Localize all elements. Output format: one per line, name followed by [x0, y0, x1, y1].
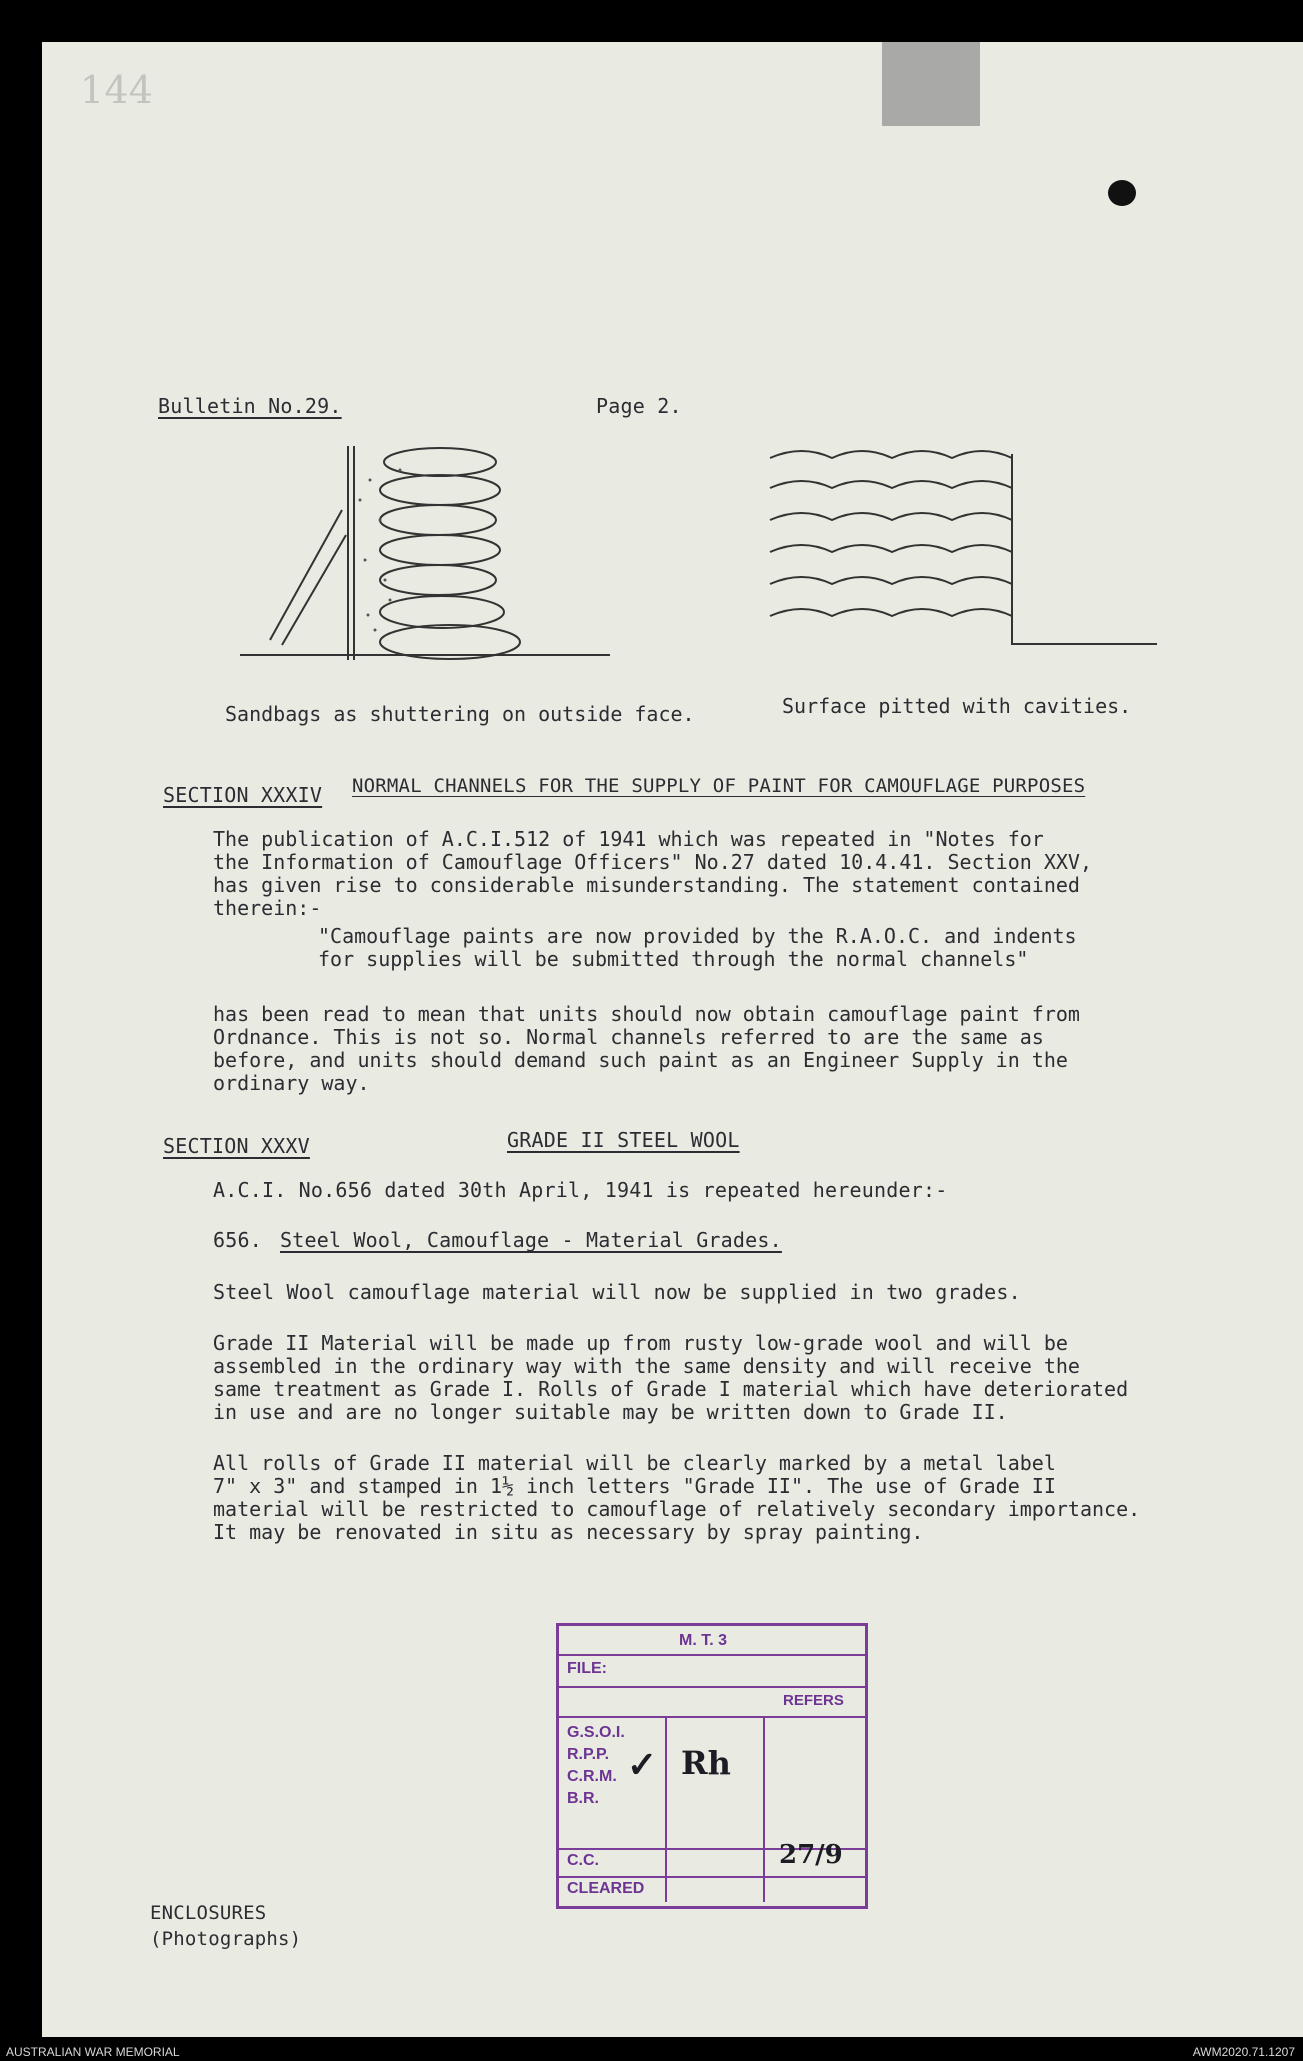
left-figure-caption: Sandbags as shuttering on outside face. [225, 702, 695, 726]
sandbag-sketch [230, 440, 650, 670]
enclosures-detail: (Photographs) [150, 1928, 302, 1950]
file-stamp [556, 1623, 868, 1909]
stamp-refers-label: REFERS [783, 1692, 844, 1709]
tape-patch [882, 42, 980, 126]
text-line: in use and are no longer suitable may be written down to Grade II. [213, 1400, 1008, 1424]
section-35-paragraph-2 [213, 1452, 1140, 1544]
stamp-title: M. T. 3 [679, 1632, 728, 1649]
page-number: Page 2. [596, 394, 682, 418]
text-line: before, and units should demand such paint as an Engineer Supply in the [213, 1048, 1068, 1072]
punch-hole [1108, 180, 1136, 206]
footer-institution: AUSTRALIAN WAR MEMORIAL [6, 2045, 180, 2059]
text-line: assembled in the ordinary way with the same density and will receive the [213, 1354, 1080, 1378]
pitted-surface-sketch [762, 444, 1162, 664]
text-line: The publication of A.C.I.512 of 1941 which was repeated in "Notes for [213, 827, 1044, 851]
section-35-label: SECTION XXXV [163, 1134, 310, 1158]
text-line: "Camouflage paints are now provided by the R.A.O.C. and indents [318, 924, 1077, 948]
text-line: ordinary way. [213, 1071, 370, 1095]
stamp-cleared-label: CLEARED [567, 1880, 645, 1897]
section-35-line-1: Steel Wool camouflage material will now be supplied in two grades. [213, 1280, 1021, 1304]
corner-handwritten-mark: 144 [80, 68, 154, 112]
text-line: 7" x 3" and stamped in 1½ inch letters "Grade II". The use of Grade II [213, 1474, 1056, 1498]
text-line: the Information of Camouflage Officers" No.27 dated 10.4.41. Section XXV, [213, 850, 1092, 874]
section-35-title: GRADE II STEEL WOOL [507, 1128, 740, 1152]
section-34-paragraph-1 [213, 828, 1092, 920]
text-line: It may be renovated in situ as necessary by spray painting. [213, 1520, 924, 1544]
text-line: has given rise to considerable misunderstanding. The statement contained [213, 873, 1080, 897]
stamp-file-label: FILE: [567, 1660, 607, 1677]
text-line: for supplies will be submitted through the normal channels" [318, 947, 1029, 971]
item-number: 656. [213, 1228, 262, 1252]
text-line: material will be restricted to camouflage of relatively secondary importance. [213, 1497, 1141, 1521]
enclosures-label: ENCLOSURES [150, 1902, 267, 1924]
right-figure-caption: Surface pitted with cavities. [782, 694, 1132, 718]
text-line: has been read to mean that units should now obtain camouflage paint from [213, 1002, 1080, 1026]
text-line: same treatment as Grade I. Rolls of Grade I material which have deteriorated [213, 1377, 1129, 1401]
footer-accession-number: AWM2020.71.1207 [1192, 2045, 1295, 2059]
stamp-tick-mark: ✓ [627, 1744, 658, 1786]
bulletin-number: Bulletin No.29. [158, 394, 342, 418]
stamp-name-gsoi: G.S.O.I. [567, 1724, 625, 1741]
item-title: Steel Wool, Camouflage - Material Grades. [280, 1228, 782, 1252]
stamp-initials: Rh [681, 1744, 731, 1782]
text-line: Ordnance. This is not so. Normal channels referred to are the same as [213, 1025, 1044, 1049]
section-34-paragraph-2 [213, 1003, 1080, 1095]
stamp-name-br: B.R. [567, 1790, 599, 1807]
stamp-cc-label: C.C. [567, 1852, 599, 1869]
section-35-paragraph-1 [213, 1332, 1128, 1424]
stamp-name-crm: C.R.M. [567, 1768, 617, 1785]
stamp-date: 27/9 [779, 1840, 843, 1870]
stamp-name-rpp: R.P.P. [567, 1746, 610, 1763]
text-line: All rolls of Grade II material will be clearly marked by a metal label [213, 1451, 1056, 1475]
section-34-label: SECTION XXXIV [163, 783, 323, 807]
section-34-quote [318, 925, 1077, 971]
section-34-title: NORMAL CHANNELS FOR THE SUPPLY OF PAINT FOR CAMOUFLAGE PURPOSES [352, 775, 1086, 797]
text-line: therein:- [213, 896, 322, 920]
section-35-intro: A.C.I. No.656 dated 30th April, 1941 is repeated hereunder:- [213, 1178, 948, 1202]
text-line: Grade II Material will be made up from rusty low-grade wool and will be [213, 1331, 1068, 1355]
